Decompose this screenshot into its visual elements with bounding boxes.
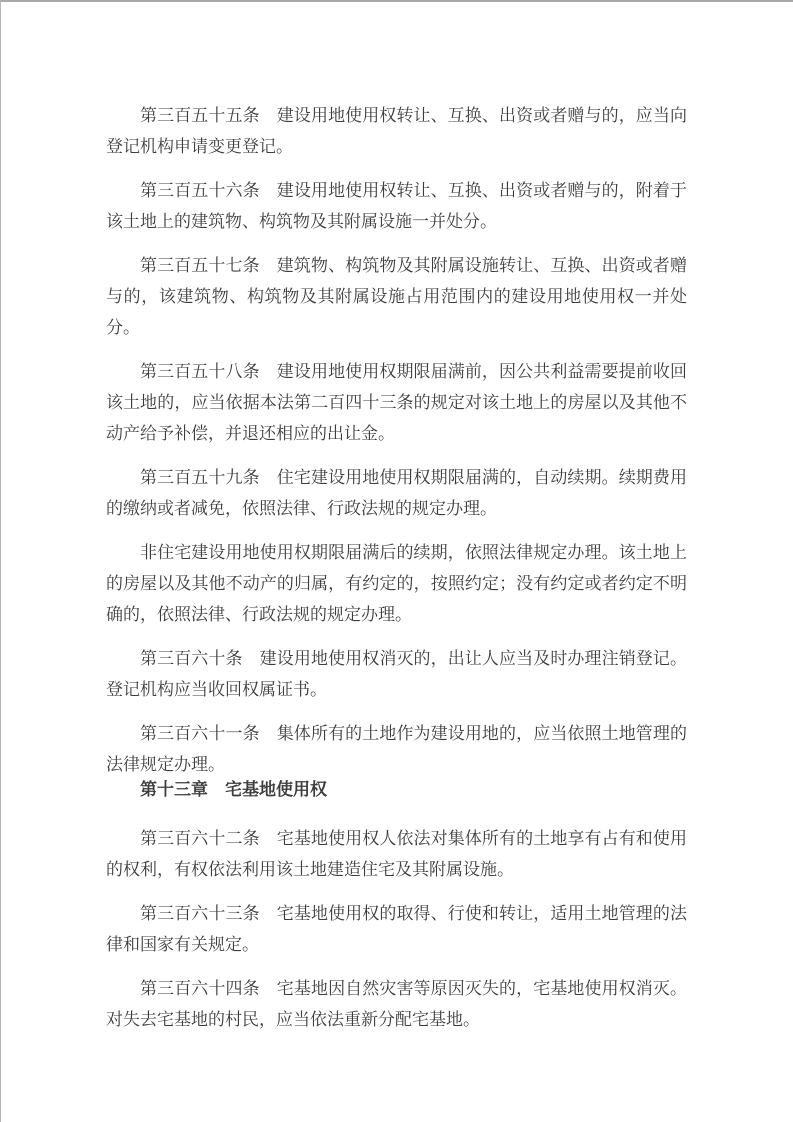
article-357: 第三百五十七条 建筑物、构筑物及其附属设施转让、互换、出资或者赠与的，该建筑物、构筑物及其附属设施占用范围内的建设用地使用权一并处分。 [106, 256, 687, 337]
chapter-13-heading: 第十三章 宅基地使用权 [140, 780, 327, 799]
article-364: 第三百六十四条 宅基地因自然灾害等原因灭失的，宅基地使用权消灭。对失去宅基地的村民，应当依法重新分配宅基地。 [106, 979, 687, 1029]
article-356: 第三百五十六条 建设用地使用权转让、互换、出资或者赠与的，附着于该土地上的建筑物、构筑物及其附属设施一并处分。 [106, 181, 687, 231]
article-355: 第三百五十五条 建设用地使用权转让、互换、出资或者赠与的，应当向登记机构申请变更登记。 [106, 106, 687, 156]
article-359: 第三百五十九条 住宅建设用地使用权期限届满的，自动续期。续期费用的缴纳或者减免，依照法律、行政法规的规定办理。 [106, 468, 687, 518]
article-359-paragraph-2: 非住宅建设用地使用权期限届满后的续期，依照法律规定办理。该土地上的房屋以及其他不动产的归属，有约定的，按照约定；没有约定或者约定不明确的，依照法律、行政法规的规定办理。 [106, 543, 687, 624]
article-360: 第三百六十条 建设用地使用权消灭的，出让人应当及时办理注销登记。登记机构应当收回权属证书。 [106, 649, 687, 699]
article-361: 第三百六十一条 集体所有的土地作为建设用地的，应当依照土地管理的法律规定办理。 [106, 724, 687, 774]
article-362: 第三百六十二条 宅基地使用权人依法对集体所有的土地享有占有和使用的权利，有权依法利用该土地建造住宅及其附属设施。 [106, 829, 687, 879]
article-363: 第三百六十三条 宅基地使用权的取得、行使和转让，适用土地管理的法律和国家有关规定。 [106, 904, 687, 954]
article-358: 第三百五十八条 建设用地使用权期限届满前，因公共利益需要提前收回该土地的，应当依据本法第二百四十三条的规定对该土地上的房屋以及其他不动产给予补偿，并退还相应的出让金。 [106, 362, 687, 443]
